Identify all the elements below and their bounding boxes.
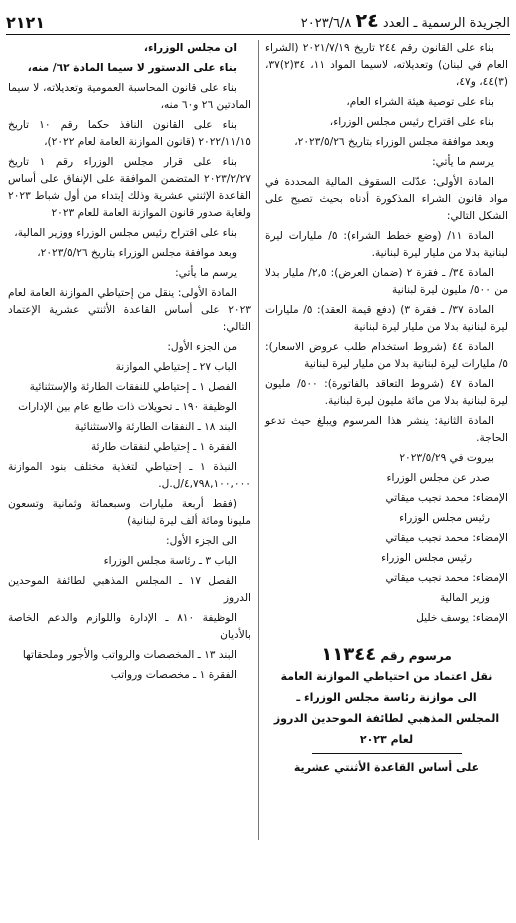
paragraph: وبعد موافقة مجلس الوزراء بتاريخ ٢٠٢٣/٥/٢٦، — [294, 136, 494, 148]
paragraph: المادة ١١/ (وضع خطط الشراء): ٥/ مليارات ليرة لبنانية بدلا من مليار ليرة لبنانية. — [265, 230, 508, 259]
spacer — [265, 630, 508, 638]
paragraph: (فقط أربعة مليارات وسبعمائة وثمانية وتسعون مليونا ومائة ألف ليرة لبنانية) — [8, 498, 251, 527]
decree-title-line: نقل اعتماد من احتياطي الموازنة العامة — [280, 670, 493, 683]
paragraph: الإمضاء: محمد نجيب ميقاتي — [385, 572, 508, 584]
paragraph: الإمضاء: يوسف خليل — [416, 612, 508, 624]
paragraph: الوظيفة ١٩٠ ـ تحويلات ذات طابع عام بين الإدارات — [18, 401, 237, 413]
paragraph: بناء على القانون رقم ٢٤٤ تاريخ ٢٠٢١/٧/١٩ (الشراء العام في لبنان) وتعديلاته، لاسيما المواد ١١، ٣٤(٢)٣٧،(٣)٤٤، و٤٧، — [265, 42, 508, 88]
paragraph: المادة ٤٤ (شروط استخدام طلب عروض الاسعار): ٥/ مليارات ليرة لبنانية بدلا من مليار ليرة لبنانية — [265, 341, 508, 370]
paragraph: يرسم ما يأتي: — [432, 156, 494, 168]
paragraph: بناء على القانون النافذ حكما رقم ١٠ تاريخ ٢٠٢٢/١١/١٥ (قانون الموازنة العامة لعام ٢٠٢٢)، — [8, 119, 251, 148]
paragraph: بناء على توصية هيئة الشراء العام، — [346, 96, 494, 108]
header-title — [301, 10, 510, 32]
paragraph: بناء على قرار مجلس الوزراء رقم ١ تاريخ ٢٠٢٣/٢/٢٧ المتضمن الموافقة على الإنفاق على أساس القاعدة الإثنتي عشرية وذلك إبتداء من أول شباط ٢٠٢٣ ولغاية صدور قانون الموازنة العامة للعام ٢٠٢٣ — [8, 156, 251, 219]
paragraph: بناء على قانون المحاسبة العمومية وتعديلاته، لا سيما المادتين ٢٦ و٦٠ منه، — [8, 82, 251, 111]
paragraph: الفصل ١ ـ إحتياطي للنفقات الطارئة والإستثنائية — [29, 381, 237, 393]
paragraph: المادة ٤٧ (شروط التعاقد بالفاتورة): ٥٠٠/ مليون ليرة لبنانية بدلا من مائة مليون ليرة لبنانية. — [265, 378, 508, 407]
paragraph: المادة ٣٤/ ـ فقرة ٢ (ضمان العرض): ٢,٥/ مليار بدلا من ٥٠٠/ مليون ليرة لبنانية — [265, 267, 508, 296]
paragraph: ان مجلس الوزراء، — [143, 42, 237, 54]
paragraph: الإمضاء: محمد نجيب ميقاتي — [385, 492, 508, 504]
decree-title-line: المجلس المذهبي لطائفة الموحدين الدروز — [273, 712, 500, 725]
paragraph: الوظيفة ٨١٠ ـ الإدارة واللوازم والدعم الخاصة بالأديان — [8, 612, 251, 641]
paragraph: صدر عن مجلس الوزراء — [386, 472, 490, 484]
paragraph: وبعد موافقة مجلس الوزراء بتاريخ ٢٠٢٣/٥/٢٦، — [37, 247, 237, 259]
paragraph: البند ١٣ ـ المخصصات والرواتب والأجور وملحقاتها — [22, 649, 237, 661]
paragraph: وزير المالية — [439, 592, 490, 604]
decree-label: مرسوم رقم — [380, 649, 452, 663]
header-title-prefix: الجريدة الرسمية ـ العدد — [382, 16, 510, 31]
paragraph: بناء على اقتراح رئيس مجلس الوزراء ووزير المالية، — [14, 227, 237, 239]
decree-number — [265, 646, 508, 665]
issue-number: ٢٤ — [355, 10, 379, 32]
paragraph: من الجزء الأول: — [167, 341, 237, 353]
paragraph: المادة الثانية: ينشر هذا المرسوم ويبلغ حيث تدعو الحاجة. — [265, 415, 508, 444]
paragraph: الفقرة ١ ـ مخصصات ورواتب — [110, 669, 237, 681]
paragraph: الباب ٢٧ ـ إحتياطي الموازنة — [115, 361, 237, 373]
paragraph: رئيس مجلس الوزراء — [381, 552, 472, 564]
right-column — [265, 40, 508, 779]
paragraph: الفصل ١٧ ـ المجلس المذهبي لطائفة الموحدين الدروز — [8, 575, 251, 604]
paragraph: الى الجزء الأول: — [166, 535, 237, 547]
title-separator — [312, 753, 462, 754]
decree-title-line: لعام ٢٠٢٣ — [359, 733, 414, 746]
decree-title-line: الى موازنة رئاسة مجلس الوزراء ـ — [296, 691, 477, 704]
paragraph: بناء على اقتراح رئيس مجلس الوزراء، — [329, 116, 494, 128]
decree-title-line: على أساس القاعدة الأثنتي عشرية — [293, 761, 480, 774]
paragraph: الفقرة ١ ـ إحتياطي لنفقات طارئة — [90, 441, 237, 453]
decree-number-value: ١١٣٤٤ — [321, 644, 377, 665]
left-column — [8, 40, 251, 687]
paragraph: الباب ٣ ـ رئاسة مجلس الوزراء — [103, 555, 237, 567]
issue-date: ٢٠٢٣/٦/٨ — [300, 16, 352, 31]
paragraph: الإمضاء: محمد نجيب ميقاتي — [385, 532, 508, 544]
page-header — [6, 6, 510, 35]
paragraph: المادة الأولى: عدّلت السقوف المالية المحددة في مواد قانون الشراء المذكورة أدناه بحيث تصبح على الشكل التالي: — [265, 176, 508, 222]
paragraph: المادة ٣٧/ ـ فقرة ٣) (دفع قيمة العقد): ٥/ مليارات ليرة لبنانية بدلا من مليار ليرة لبنانية — [265, 304, 508, 333]
paragraph: النبذة ١ ـ إحتياطي لتغذية مختلف بنود الموازنة ٤,٧٩٨,١٠٠,٠٠٠/ل.ل. — [8, 461, 251, 490]
column-divider — [258, 40, 259, 840]
paragraph: بيروت في ٢٠٢٣/٥/٢٩ — [399, 452, 494, 464]
paragraph: يرسم ما يأتي: — [175, 267, 237, 279]
paragraph: رئيس مجلس الوزراء — [399, 512, 490, 524]
paragraph: البند ١٨ ـ النفقات الطارئة والاستثنائية — [74, 421, 237, 433]
paragraph: المادة الأولى: ينقل من إحتياطي الموازنة العامة لعام ٢٠٢٣ على أساس القاعدة الأثنتي عشرية الإعتماد التالي: — [8, 287, 251, 333]
paragraph: بناء على الدستور لا سيما المادة ٦٢/ منه، — [27, 62, 237, 74]
page-number: ٢١٢١ — [6, 13, 46, 32]
